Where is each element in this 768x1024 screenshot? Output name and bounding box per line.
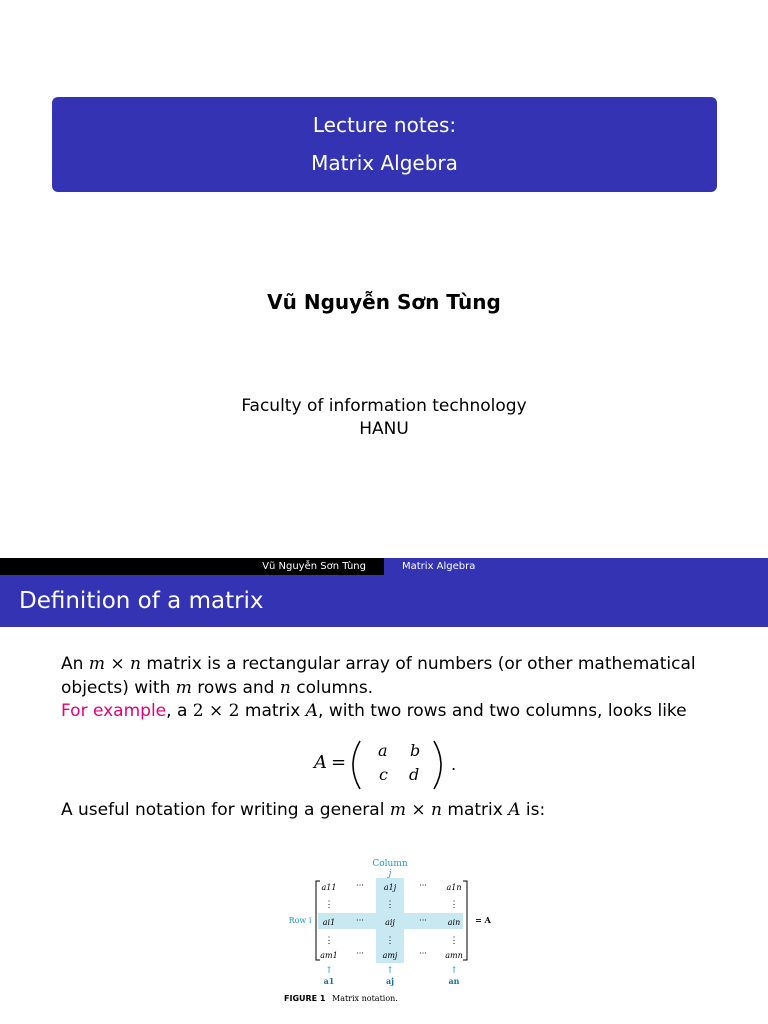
paragraph-notation: A useful notation for writing a general m × n matrix A is: <box>61 800 546 820</box>
svg-text:⋮: ⋮ <box>385 900 395 910</box>
paragraph-definition-line-1: An m × n matrix is a rectangular array of numbers (or other mathematical <box>61 654 696 674</box>
svg-text:= A: = A <box>475 915 491 925</box>
svg-text:···: ··· <box>419 881 427 890</box>
svg-text:aj: aj <box>385 976 395 986</box>
svg-text:⋮: ⋮ <box>324 936 334 946</box>
svg-text:A: A <box>314 752 327 773</box>
footer-title: Matrix Algebra <box>384 558 768 575</box>
svg-text:Row i: Row i <box>288 916 312 925</box>
institute-line-1: Faculty of information technology <box>241 396 527 416</box>
svg-text:a1n: a1n <box>446 883 462 892</box>
svg-text:a: a <box>378 741 388 760</box>
right-bracket <box>463 881 467 960</box>
svg-text:↑: ↑ <box>450 966 458 976</box>
svg-text:an: an <box>448 976 460 986</box>
svg-text:.: . <box>451 755 457 774</box>
matrix-equation <box>312 737 472 793</box>
svg-text:a1j: a1j <box>383 883 397 892</box>
svg-text:aij: aij <box>385 918 395 927</box>
svg-text:⋮: ⋮ <box>449 900 459 910</box>
author-name: Vũ Nguyễn Sơn Tùng <box>267 290 501 314</box>
paragraph-definition-line-2: objects) with m rows and n columns. <box>61 678 374 698</box>
title-line-1: Lecture notes: <box>312 113 457 137</box>
svg-text:Column: Column <box>372 859 408 869</box>
svg-text:ain: ain <box>447 918 461 927</box>
svg-text:ai1: ai1 <box>322 918 336 927</box>
svg-text:a11: a11 <box>321 883 337 892</box>
title-block <box>52 97 717 192</box>
matrix-notation-figure <box>280 855 495 1010</box>
footer-bar <box>0 558 768 575</box>
svg-text:···: ··· <box>356 949 364 958</box>
example-highlight: For example <box>61 701 167 721</box>
svg-text:Matrix notation.: Matrix notation. <box>332 994 398 1003</box>
svg-text:⋮: ⋮ <box>385 936 395 946</box>
footer-author: Vũ Nguyễn Sơn Tùng <box>0 558 384 575</box>
svg-text:↑: ↑ <box>325 966 333 976</box>
svg-text:⋮: ⋮ <box>324 900 334 910</box>
svg-text:···: ··· <box>356 916 364 925</box>
svg-text:···: ··· <box>419 949 427 958</box>
svg-text:amj: amj <box>382 951 398 960</box>
svg-text:=: = <box>331 752 347 773</box>
svg-text:d: d <box>409 765 420 784</box>
svg-text:⋮: ⋮ <box>449 936 459 946</box>
svg-text:a1: a1 <box>323 976 335 986</box>
svg-text:j: j <box>388 869 392 879</box>
svg-text:amn: amn <box>445 951 463 960</box>
svg-text:FIGURE 1: FIGURE 1 <box>284 994 326 1003</box>
paragraph-example: For example, a 2 × 2 matrix A, with two rows and two columns, looks like <box>61 701 687 721</box>
svg-text:b: b <box>410 741 421 760</box>
title-line-2: Matrix Algebra <box>311 151 458 175</box>
svg-text:···: ··· <box>419 916 427 925</box>
right-paren <box>434 741 441 789</box>
svg-text:···: ··· <box>356 881 364 890</box>
institute-line-2: HANU <box>359 419 409 439</box>
left-paren <box>353 741 360 789</box>
svg-text:c: c <box>379 765 388 784</box>
frame-title: Definition of a matrix <box>0 575 768 627</box>
svg-text:am1: am1 <box>320 951 338 960</box>
svg-text:↑: ↑ <box>386 966 394 976</box>
